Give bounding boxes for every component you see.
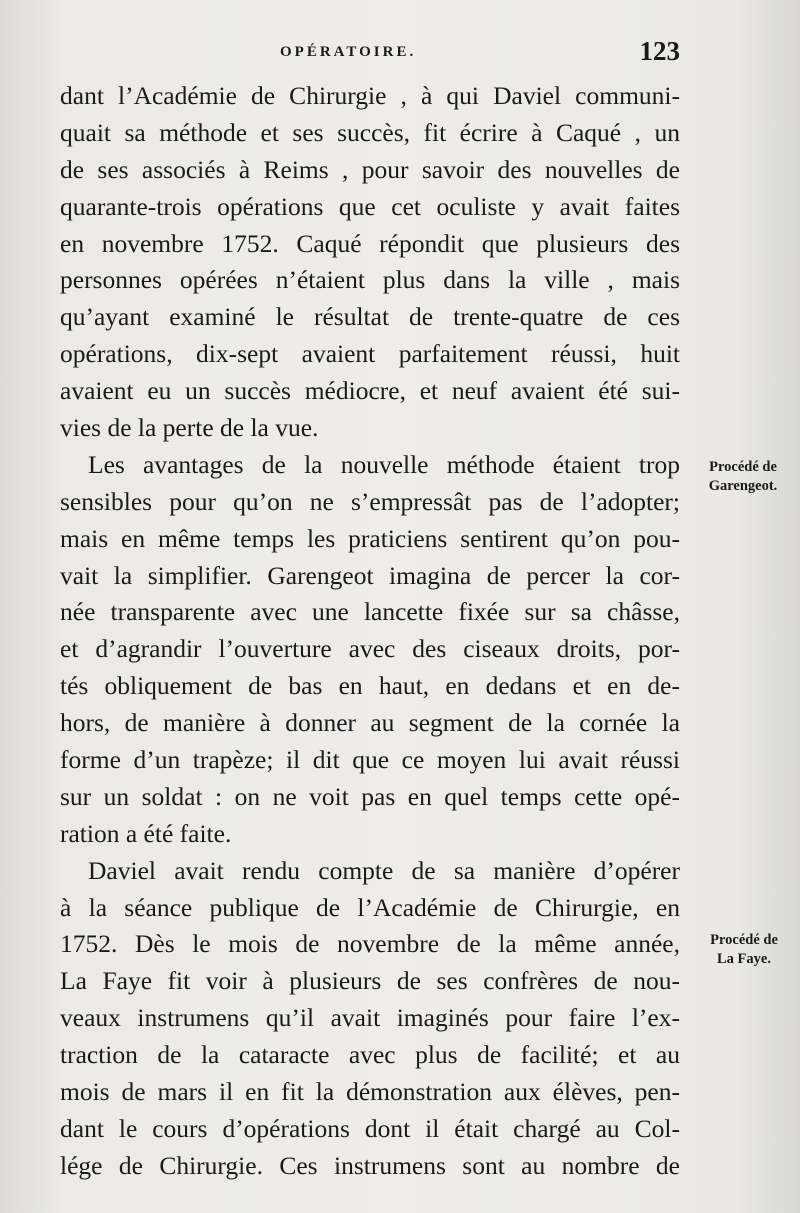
text-line: sensibles pour qu’on ne s’empressât pas de l’adopter;: [60, 486, 680, 516]
text-line: avaient eu un succès médiocre, et neuf avaient été sui-: [60, 376, 680, 406]
text-line: traction de la cataracte avec plus de facilité; et au: [60, 1040, 680, 1070]
text-line: et d’agrandir l’ouverture avec des ciseaux droits, por-: [60, 634, 680, 664]
body-text: [60, 78, 680, 1185]
text-line: veaux instrumens qu’il avait imaginés pour faire l’ex-: [60, 1003, 680, 1033]
text-line: vies de la perte de la vue.: [60, 413, 319, 443]
text-line: lége de Chirurgie. Ces instrumens sont au nombre de: [60, 1150, 680, 1180]
text-line: sur un soldat : on ne voit pas en quel temps cette opé-: [60, 781, 680, 811]
margin-note-line: Procédé de: [709, 459, 777, 475]
text-line: mais en même temps les praticiens sentirent qu’on pou-: [60, 523, 680, 553]
page-number: 123: [639, 36, 680, 66]
text-line: tés obliquement de bas en haut, en dedans et en de-: [60, 671, 680, 701]
margin-note-lafaye: [692, 931, 796, 969]
text-line: en novembre 1752. Caqué répondit que plusieurs des: [60, 228, 680, 258]
margin-note-line: Garengeot.: [708, 478, 778, 494]
text-line: vait la simplifier. Garengeot imagina de percer la cor-: [60, 560, 680, 590]
margin-note-line: Procédé de: [710, 932, 778, 948]
text-line: ration a été faite.: [60, 818, 232, 848]
running-head: OPÉRATOIRE.: [280, 44, 417, 60]
text-line: Les avantages de la nouvelle méthode étaient trop: [88, 449, 680, 479]
text-line: quarante-trois opérations que cet oculiste y avait faites: [60, 191, 680, 221]
text-line: opérations, dix-sept avaient parfaitement réussi, huit: [60, 339, 680, 369]
text-line: forme d’un trapèze; il dit que ce moyen lui avait réussi: [60, 745, 680, 775]
text-line: à la séance publique de l’Académie de Chirurgie, en: [60, 892, 680, 922]
text-line: qu’ayant examiné le résultat de trente-quatre de ces: [60, 302, 680, 332]
margin-note-garengeot: [688, 458, 798, 496]
text-line: 1752. Dès le mois de novembre de la même année,: [60, 929, 680, 959]
text-line: née transparente avec une lancette fixée sur sa châsse,: [60, 597, 680, 627]
margin-note-line: La Faye.: [717, 951, 771, 967]
text-line: mois de mars il en fit la démonstration aux élèves, pen-: [60, 1077, 680, 1107]
text-line: hors, de manière à donner au segment de la cornée la: [60, 708, 680, 738]
text-line: dant le cours d’opérations dont il était chargé au Col-: [60, 1113, 680, 1143]
text-line: de ses associés à Reims , pour savoir des nouvelles de: [60, 154, 680, 184]
text-line: dant l’Académie de Chirurgie , à qui Daviel communi-: [60, 81, 680, 110]
page-header: [60, 36, 680, 70]
text-line: La Faye fit voir à plusieurs de ses confrères de nou-: [60, 966, 680, 996]
text-line: Daviel avait rendu compte de sa manière d’opérer: [88, 855, 680, 885]
text-line: personnes opérées n’étaient plus dans la ville , mais: [60, 265, 680, 295]
text-line: quait sa méthode et ses succès, fit écrire à Caqué , un: [60, 117, 680, 147]
